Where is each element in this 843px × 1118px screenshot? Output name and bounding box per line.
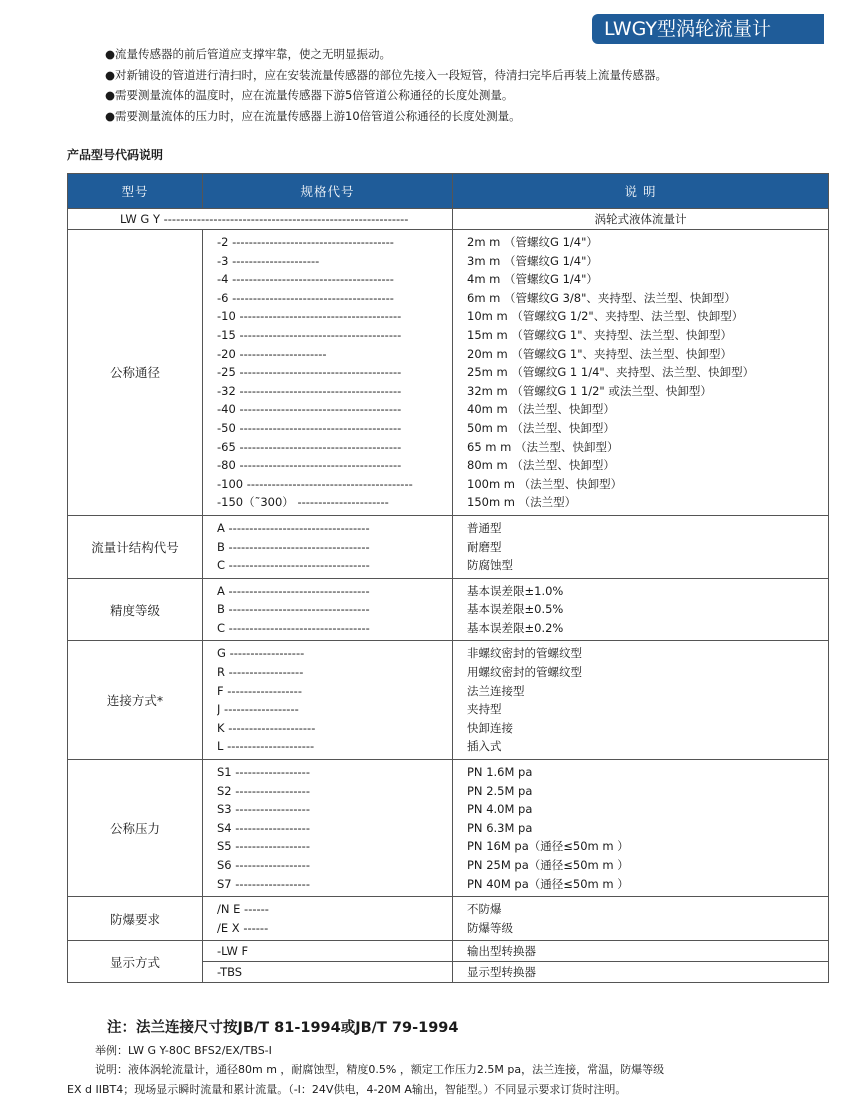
- desc-line: 普通型: [467, 520, 502, 535]
- group-name: 流量计结构代号: [68, 515, 203, 578]
- group-name: 显示方式: [68, 941, 203, 983]
- code-line: S6 ------------------: [217, 858, 310, 872]
- group-name: 防爆要求: [68, 897, 203, 941]
- desc-line: 输出型转换器: [467, 944, 536, 959]
- header-description: 说 明: [453, 174, 829, 209]
- code-line: -100 ----------------------------------------: [217, 476, 413, 491]
- note-title: 注：法兰连接尺寸按JB/T 81-1994或JB/T 79-1994: [107, 1020, 459, 1036]
- table-row-group: [68, 230, 829, 516]
- desc-line: 150m m （法兰型）: [467, 495, 577, 510]
- code-line: C ----------------------------------: [217, 558, 370, 573]
- desc-line: PN 6.3M pa: [467, 820, 533, 835]
- code-line: -15 ---------------------------------------: [217, 327, 402, 342]
- desc-line: 40m m （法兰型、快卸型）: [467, 402, 615, 417]
- desc-line: 夹持型: [467, 702, 502, 717]
- note-item: ●流量传感器的前后管道应支撑牢靠，使之无明显振动。: [105, 47, 392, 61]
- desc-line: 防腐蚀型: [467, 558, 513, 573]
- example-explanation: [67, 1060, 827, 1100]
- code-line: S4 ------------------: [217, 820, 310, 835]
- desc-line: PN 16M pa（通径≤50m m ）: [467, 839, 629, 854]
- desc-line: 50m m （法兰型、快卸型）: [467, 420, 615, 435]
- code-line: B ----------------------------------: [217, 602, 370, 617]
- code-line: R ------------------: [217, 665, 304, 680]
- installation-notes: [105, 44, 825, 126]
- desc-line: 32m m （管螺纹G 1 1/2" 或法兰型、快卸型）: [467, 383, 712, 398]
- note-item: ●需要测量流体的温度时，应在流量传感器下游5倍管道公称通径的长度处测量。: [105, 88, 514, 102]
- header-model: 型号: [68, 174, 203, 209]
- code-line: S5 ------------------: [217, 839, 310, 854]
- header-spec-code: 规格代号: [203, 174, 453, 209]
- model-code: LW G Y -----------------------------------------------------------: [120, 212, 409, 226]
- code-line: A ----------------------------------: [217, 583, 370, 598]
- desc-line: 6m m （管螺纹G 3/8"、夹持型、法兰型、快卸型）: [467, 290, 736, 305]
- group-name: 精度等级: [68, 578, 203, 641]
- desc-line: 防爆等级: [467, 920, 513, 935]
- code-line: J ------------------: [217, 702, 299, 717]
- desc-line: 基本误差限±1.0%: [467, 583, 564, 598]
- section-title: 产品型号代码说明: [67, 148, 164, 162]
- code-line: -32 ---------------------------------------: [217, 383, 402, 398]
- desc-line: 20m m （管螺纹G 1"、夹持型、法兰型、快卸型）: [467, 346, 733, 361]
- code-line: -65 ---------------------------------------: [217, 439, 402, 454]
- code-line: A ----------------------------------: [217, 520, 370, 535]
- desc-line: 15m m （管螺纹G 1"、夹持型、法兰型、快卸型）: [467, 327, 733, 342]
- group-name: 公称压力: [68, 760, 203, 897]
- code-line: -3 ---------------------: [217, 253, 320, 268]
- desc-line: 100m m （法兰型、快卸型）: [467, 476, 623, 491]
- code-line: S1 ------------------: [217, 765, 310, 780]
- code-line: -4 ---------------------------------------: [217, 272, 394, 287]
- desc-line: 耐磨型: [467, 539, 502, 554]
- desc-line: 2m m （管螺纹G 1/4"）: [467, 235, 598, 249]
- code-line: -2 ---------------------------------------: [217, 235, 394, 249]
- code-line: -LW F: [217, 944, 249, 959]
- code-line: G ------------------: [217, 646, 305, 661]
- code-line: -80 ---------------------------------------: [217, 458, 402, 473]
- code-line: -50 ---------------------------------------: [217, 420, 402, 435]
- table-header-row: [68, 174, 829, 209]
- desc-line: 65 m m （法兰型、快卸型）: [467, 439, 619, 454]
- desc-line: 4m m （管螺纹G 1/4"）: [467, 272, 598, 287]
- model-desc: 涡轮式液体流量计: [594, 212, 687, 226]
- explain-line: EX d IIBT4；现场显示瞬时流量和累计流量。（-I：24V供电，4-20M A输出，智能型。）不同显示要求订货时注明。: [67, 1083, 627, 1096]
- code-line: S3 ------------------: [217, 802, 310, 817]
- code-line: S2 ------------------: [217, 783, 310, 798]
- desc-line: 80m m （法兰型、快卸型）: [467, 458, 615, 473]
- note-item: ●需要测量流体的压力时，应在流量传感器上游10倍管道公称通径的长度处测量。: [105, 108, 521, 123]
- desc-line: PN 1.6M pa: [467, 765, 533, 780]
- code-line: K ---------------------: [217, 720, 316, 735]
- code-line: -20 ---------------------: [217, 346, 327, 361]
- code-line: -TBS: [217, 965, 243, 980]
- desc-line: 快卸连接: [467, 720, 513, 735]
- desc-line: 显示型转换器: [467, 965, 536, 980]
- group-name: 连接方式*: [68, 641, 203, 760]
- desc-line: 3m m （管螺纹G 1/4"）: [467, 253, 598, 268]
- table-row-group: [68, 515, 829, 578]
- page-header-title: LWGY型涡轮流量计: [592, 14, 824, 44]
- table-row-group: [68, 578, 829, 641]
- code-line: B ----------------------------------: [217, 539, 370, 554]
- desc-line: 非螺纹密封的管螺纹型: [467, 646, 582, 661]
- code-line: -6 ---------------------------------------: [217, 290, 394, 305]
- desc-line: 25m m （管螺纹G 1 1/4"、夹持型、法兰型、快卸型）: [467, 365, 755, 380]
- desc-line: PN 25M pa（通径≤50m m ）: [467, 858, 629, 872]
- model-code-table: [67, 173, 829, 983]
- code-line: /E X ------: [217, 920, 269, 935]
- code-line: L ---------------------: [217, 739, 315, 754]
- code-line: S7 ------------------: [217, 876, 310, 891]
- desc-line: 用螺纹密封的管螺纹型: [467, 665, 582, 680]
- table-row-display: [68, 941, 829, 962]
- note-item: ●对新铺设的管道进行清扫时，应在安装流量传感器的部位先接入一段短管，待清扫完毕后再装上流量传感器。: [105, 67, 668, 82]
- desc-line: 不防爆: [467, 902, 502, 917]
- desc-line: 插入式: [467, 739, 502, 754]
- code-line: -10 ---------------------------------------: [217, 309, 402, 324]
- code-line: /N E ------: [217, 902, 269, 917]
- example-code: 举例：LW G Y-80C BFS2/EX/TBS-I: [95, 1044, 272, 1057]
- desc-line: 10m m （管螺纹G 1/2"、夹持型、法兰型、快卸型）: [467, 309, 744, 324]
- table-row-group: [68, 641, 829, 760]
- group-name: 公称通径: [68, 230, 203, 516]
- desc-line: 法兰连接型: [467, 683, 525, 698]
- code-line: C ----------------------------------: [217, 620, 370, 635]
- table-row-group: [68, 760, 829, 897]
- code-line: -40 ---------------------------------------: [217, 402, 402, 417]
- table-row-group: [68, 897, 829, 941]
- explain-line: 说明：液体涡轮流量计，通径80m m ，耐腐蚀型，精度0.5% ，额定工作压力2.5M pa，法兰连接，常温，防爆等级: [95, 1063, 665, 1076]
- desc-line: PN 4.0M pa: [467, 802, 533, 817]
- desc-line: PN 40M pa（通径≤50m m ）: [467, 876, 629, 891]
- code-line: F ------------------: [217, 683, 302, 698]
- desc-line: 基本误差限±0.5%: [467, 602, 564, 617]
- code-line: -25 ---------------------------------------: [217, 365, 402, 380]
- code-line: -150（˜300） ----------------------: [217, 495, 389, 510]
- desc-line: 基本误差限±0.2%: [467, 620, 564, 635]
- desc-line: PN 2.5M pa: [467, 783, 533, 798]
- table-row-model: [68, 209, 829, 230]
